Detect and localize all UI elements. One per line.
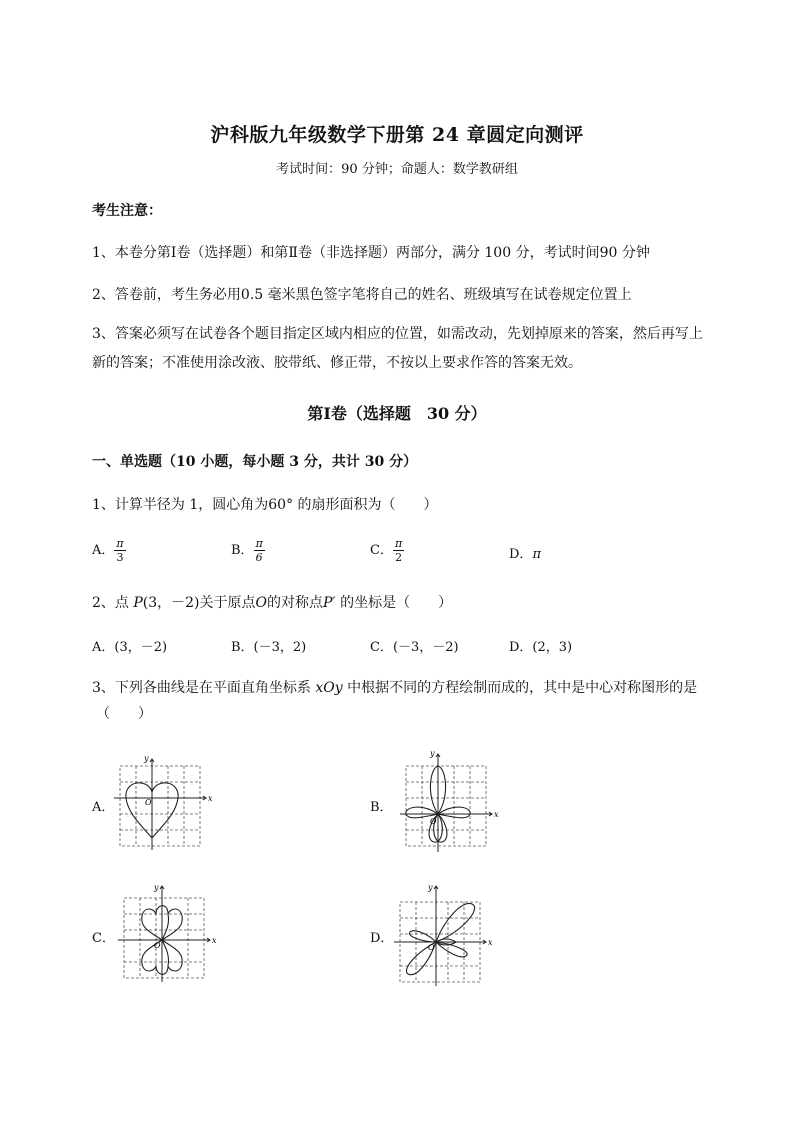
x-axis-label: x <box>494 810 499 819</box>
q1-option-d[interactable] <box>509 543 541 562</box>
option-letter: C． <box>370 543 393 558</box>
q3-option-d-graph[interactable] <box>392 880 502 990</box>
y-axis-label: y <box>144 754 149 763</box>
notice-item-3: 3、答案必须写在试卷各个题目指定区域内相应的位置，如需改动，先划掉原来的答案，然后再写上新的答案；不准使用涂改液、胶带纸、修正带，不按以上要求作答的答案无效。 <box>92 326 703 371</box>
x-axis-label: x <box>212 936 217 945</box>
fraction: $\frac{\pi}{2}$ <box>394 537 403 564</box>
option-letter: B． <box>231 543 254 558</box>
q1-option-b[interactable] <box>231 537 265 564</box>
page-title: 沪科版九年级数学下册第 24 章圆定向测评 <box>210 124 584 146</box>
question-1-stem: 1、计算半径为 1，圆心角为60° 的扇形面积为（ ） <box>92 497 438 513</box>
option-letter: D． <box>509 547 533 562</box>
notice-heading: 考生注意： <box>92 203 162 219</box>
option-letter: A． <box>92 543 115 558</box>
part-heading: 一、单选题（10 小题，每小题 3 分，共计 30 分） <box>92 454 418 470</box>
q1-option-c[interactable] <box>370 537 404 564</box>
section-title: 第Ⅰ卷（选择题 30 分） <box>307 404 487 423</box>
fraction: $\frac{\pi}{6}$ <box>255 537 263 564</box>
question-2-stem: 2、点 P(3，－2)关于原点O的对称点P′ 的坐标是（ ） <box>92 595 453 611</box>
q3-option-a-graph[interactable] <box>112 754 216 854</box>
q2-option-c[interactable]: C．(－3，－2) <box>370 640 459 655</box>
fraction: $\frac{\pi}{3}$ <box>116 537 124 564</box>
exam-subtitle: 考试时间：90 分钟；命题人：数学教研组 <box>276 162 518 177</box>
origin-label: O <box>430 817 437 826</box>
question-3-stem-line2: （ ） <box>96 706 152 722</box>
origin-label: O <box>428 943 435 952</box>
q2-option-b[interactable]: B．(－3，2) <box>231 640 307 655</box>
q3-option-a-label[interactable]: A． <box>92 800 115 815</box>
y-axis-label: y <box>154 883 159 892</box>
option-value: π <box>532 547 541 562</box>
q3-option-b-label[interactable]: B． <box>370 800 393 815</box>
q3-option-b-graph[interactable] <box>396 748 506 858</box>
y-axis-label: y <box>428 883 433 892</box>
x-axis-label: x <box>488 938 493 947</box>
x-axis-label: x <box>208 794 213 803</box>
origin-label: O <box>145 798 152 807</box>
notice-item-2: 2、答卷前，考生务必用0.5 毫米黑色签字笔将自己的姓名、班级填写在试卷规定位置上 <box>92 287 632 303</box>
q3-option-d-label[interactable]: D． <box>370 931 394 946</box>
origin-label: O <box>154 941 161 950</box>
q2-option-a[interactable]: A．(3，－2) <box>92 640 168 655</box>
question-3-stem: 3、下列各曲线是在平面直角坐标系 xOy 中根据不同的方程绘制而成的，其中是中心对称图形的是 <box>92 680 698 696</box>
notice-item-1: 1、本卷分第Ⅰ卷（选择题）和第Ⅱ卷（非选择题）两部分，满分 100 分，考试时间90 分钟 <box>92 245 650 261</box>
q2-option-d[interactable]: D．(2，3) <box>509 640 573 655</box>
q3-option-c-label[interactable]: C． <box>92 931 115 946</box>
q1-option-a[interactable] <box>92 537 126 564</box>
y-axis-label: y <box>430 749 435 758</box>
q3-option-c-graph[interactable] <box>116 880 220 984</box>
